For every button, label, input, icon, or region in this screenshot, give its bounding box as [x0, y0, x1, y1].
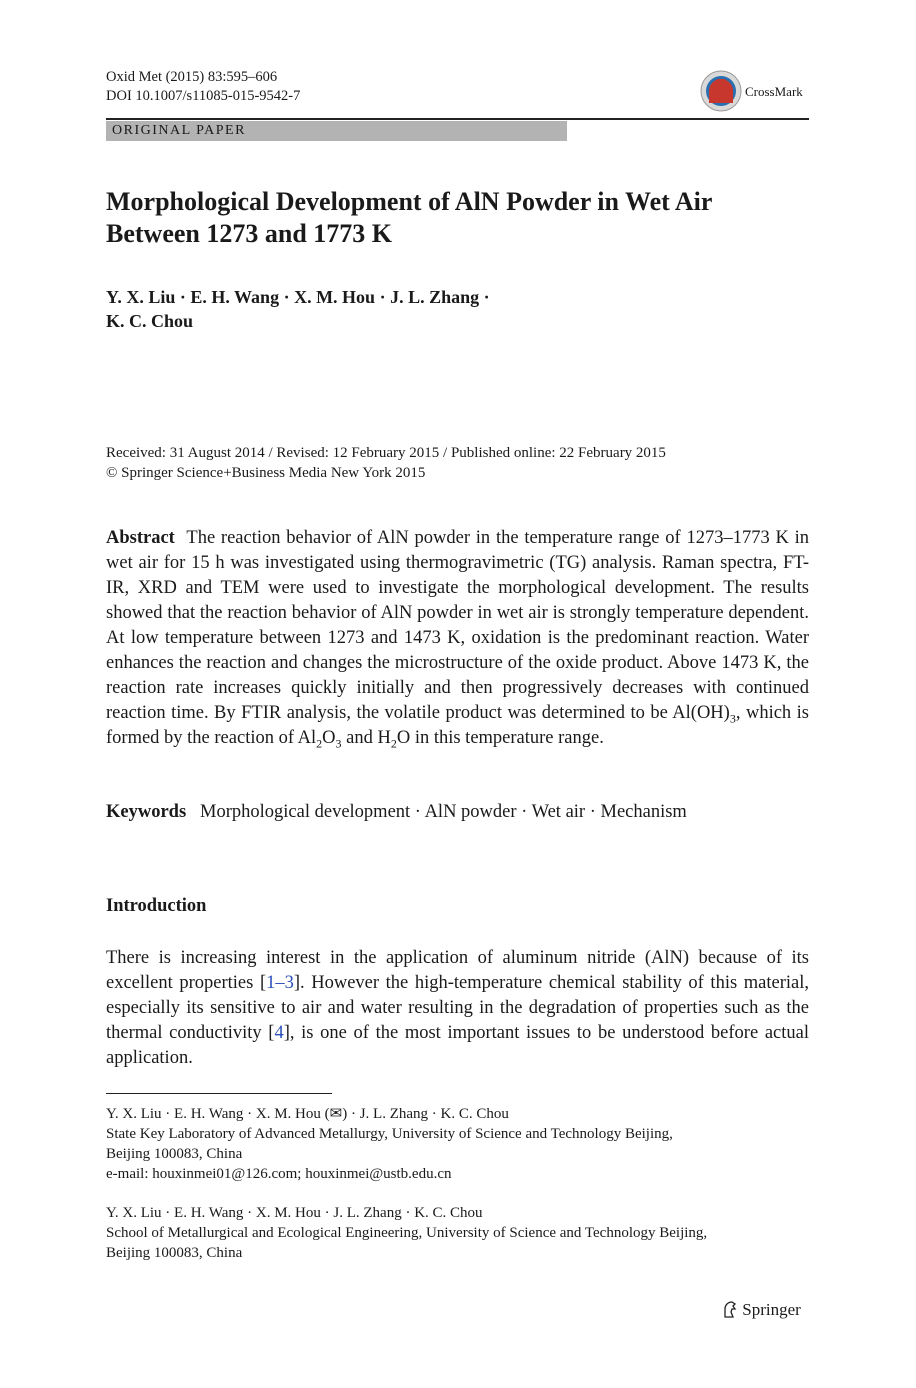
doi[interactable]: DOI 10.1007/s11085-015-9542-7: [106, 88, 301, 104]
abstract-text: and H: [341, 728, 391, 748]
subscript: 2: [316, 736, 323, 751]
keywords-label: Keywords: [106, 802, 187, 822]
intro-text: ]. However the high-temperature chemical stability of this material, especially its sensitive to air and water resulting in the degradation of properties such as the thermal conductivity [: [106, 973, 809, 1043]
affiliation-1-institution: State Key Laboratory of Advanced Metallurgy, University of Science and Technology Beijing,: [106, 1126, 673, 1142]
intro-text: There is increasing interest in the application of aluminum nitride (AlN) because of its excellent properties [: [106, 948, 809, 993]
authors-line-2: K. C. Chou: [106, 311, 194, 331]
springer-horse-icon: [722, 1300, 738, 1318]
subscript: 2: [390, 736, 397, 751]
author-list: [106, 285, 809, 333]
intro-text: ], is one of the most important issues to be understood before actual application.: [106, 1023, 809, 1068]
authors-line-1: Y. X. Liu · E. H. Wang · X. M. Hou · J. L. Zhang ·: [106, 287, 490, 307]
contact-email[interactable]: e-mail: houxinmei01@126.com; houxinmei@ustb.edu.cn: [106, 1166, 452, 1182]
journal-citation: Oxid Met (2015) 83:595–606: [106, 69, 278, 85]
citation-link[interactable]: 3: [284, 973, 294, 993]
affiliation-2-address: Beijing 100083, China: [106, 1245, 243, 1261]
abstract-text: O: [322, 728, 336, 748]
affiliation-2-institution: School of Metallurgical and Ecological Engineering, University of Science and Technology Beijing,: [106, 1225, 708, 1241]
abstract: [106, 526, 809, 751]
abstract-label: Abstract: [106, 528, 175, 548]
affiliation-2-authors: Y. X. Liu · E. H. Wang · X. M. Hou · J. L. Zhang · K. C. Chou: [106, 1205, 483, 1221]
citation-link[interactable]: 1: [266, 973, 276, 993]
abstract-text: O in this temperature range.: [396, 728, 604, 748]
introduction-paragraph: [106, 946, 809, 1071]
keywords: [106, 800, 809, 825]
publisher-logo: [722, 1300, 801, 1320]
header-rule: [106, 118, 809, 120]
footnote-rule: [106, 1093, 332, 1094]
publication-history: Received: 31 August 2014 / Revised: 12 February 2015 / Published online: 22 February 2015: [106, 445, 666, 461]
title-line-1: Morphological Development of AlN Powder in Wet Air: [106, 187, 713, 216]
keywords-text: Morphological development · AlN powder · Wet air · Mechanism: [200, 802, 687, 822]
title-line-2: Between 1273 and 1773 K: [106, 219, 392, 248]
copyright-notice: © Springer Science+Business Media New York 2015: [106, 465, 426, 481]
citation-link[interactable]: 4: [274, 1023, 284, 1043]
crossmark-label: CrossMark: [745, 84, 803, 99]
paper-type-banner: ORIGINAL PAPER: [106, 121, 567, 141]
abstract-text: The reaction behavior of AlN powder in the temperature range of 1273–1773 K in wet air for 15 h was investigated using thermogravimetric (TG) analysis. Raman spectra, FT-IR, XRD and TEM were used to investigate the morphological development. The results showed that the reaction behavior of AlN powder in wet air is strongly temperature dependent. At low temperature between 1273 and 1473 K, oxidation is the predominant reaction. Water enhances the reaction and changes the microstructure of the oxide product. Above 1473 K, the reaction rate increases quickly initially and then progressively decreases with continued reaction time. By FTIR analysis, the volatile product was determined to be Al(OH): [106, 528, 809, 723]
crossmark-icon: [700, 70, 744, 114]
affiliation-1-address: Beijing 100083, China: [106, 1146, 243, 1162]
citation-dash: –: [275, 973, 285, 993]
publisher-name: Springer: [742, 1300, 801, 1319]
affiliation-1-authors: Y. X. Liu · E. H. Wang · X. M. Hou (✉) · J. L. Zhang · K. C. Chou: [106, 1106, 509, 1122]
subscript: 3: [335, 736, 342, 751]
subscript: 3: [729, 711, 736, 726]
abstract-text: , which is formed by the reaction of Al: [106, 703, 810, 748]
article-title: [106, 186, 809, 250]
section-heading-introduction: Introduction: [106, 896, 207, 916]
